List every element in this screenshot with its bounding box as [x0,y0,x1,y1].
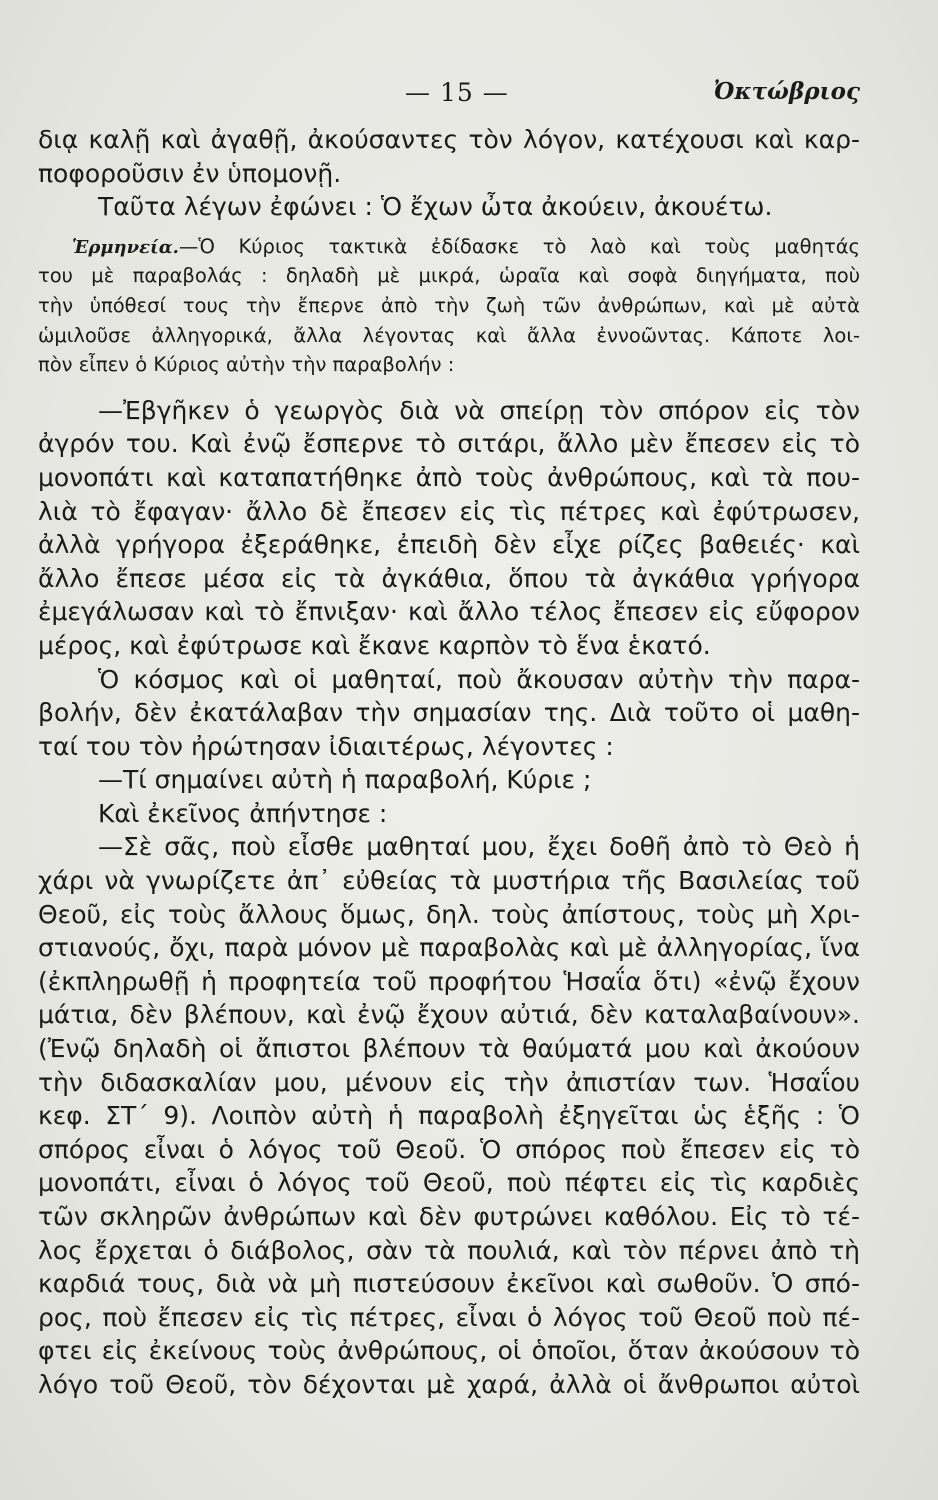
text-line: ποφοροῦσιν ἐν ὑπομονῇ. [38,158,342,188]
text-line: πὸν εἶπεν ὁ Κύριος αὐτὴν τὴν παραβολήν : [38,353,455,377]
text-line: σπόρος εἶναι ὁ λόγος τοῦ Θεοῦ. Ὁ σπόρος ποὺ ἔπεσεν εἰς τὸ [38,1134,860,1164]
text-line: —Τί σημαίνει αὐτὴ ἡ παραβολή, Κύριε ; [98,765,592,795]
text-line: στιανούς, ὄχι, παρὰ μόνον μὲ παραβολὰς καὶ μὲ ἀλληγορίας, ἵνα [38,933,860,963]
text-line: μονοπάτι καὶ καταπατήθηκε ἀπὸ τοὺς ἀνθρώπους, καὶ τὰ που- [38,462,860,492]
text-line: —Ἐβγῆκεν ὁ γεωργὸς διὰ νὰ σπείρῃ τὸν σπόρον εἰς τὸν [98,395,860,425]
text-line: ἐμεγάλωσαν καὶ τὸ ἔπνιξαν· καὶ ἄλλο τέλος ἔπεσεν εἰς εὔφορον [38,597,860,627]
text-line: λόγο τοῦ Θεοῦ, τὸν δέχονται μὲ χαρά, ἀλλὰ οἱ ἄνθρωποι αὐτοὶ [38,1369,860,1399]
text-line: μονοπάτι, εἶναι ὁ λόγος τοῦ Θεοῦ, ποὺ πέφτει εἰς τὶς καρδιὲς [38,1168,860,1198]
hermeneia-label: Ἑρμηνεία. [72,236,179,258]
text-line: ἀλλὰ γρήγορα ἐξεράθηκε, ἐπειδὴ δὲν εἶχε ρίζες βαθειές· καὶ [38,530,860,560]
text-line: Καὶ ἐκεῖνος ἀπήντησε : [98,798,388,828]
text-line: μάτια, δὲν βλέπουν, καὶ ἐνῷ ἔχουν αὐτιά, δὲν καταλαβαίνουν». [38,1000,860,1030]
text-line: βολήν, δὲν ἐκατάλαβαν τὴν σημασίαν της. Διὰ τοῦτο οἱ μαθη- [38,698,860,728]
text-line: ρος, ποὺ ἔπεσεν εἰς τὶς πέτρες, εἶναι ὁ λόγος τοῦ Θεοῦ ποὺ πέ- [38,1302,860,1332]
text-line: λιὰ τὸ ἔφαγαν· ἄλλο δὲ ἔπεσεν εἰς τὶς πέτρες καὶ ἐφύτρωσεν, [38,496,860,526]
text-line: ὡμιλοῦσε ἀλληγορικά, ἄλλα λέγοντας καὶ ἄλλα ἐννοῶντας. Κάποτε λοι- [38,323,860,347]
text-line: κεφ. ΣΤ΄ 9). Λοιπὸν αὐτὴ ἡ παραβολὴ ἐξηγεῖται ὡς ἑξῆς : Ὁ [38,1101,860,1131]
text-line: Θεοῦ, εἰς τοὺς ἄλλους ὅμως, δηλ. τοὺς ἀπίστους, τοὺς μὴ Χρι- [38,899,860,929]
text-line: τῶν σκληρῶν ἀνθρώπων καὶ δὲν φυτρώνει καθόλου. Εἰς τὸ τέ- [38,1202,860,1231]
body-text [38,123,860,1402]
page-header [0,78,938,112]
text-line: τὴν ὑπόθεσί τους τὴν ἔπερνε ἀπὸ τὴν ζωὴ τῶν ἀνθρώπων, καὶ μὲ αὐτὰ [38,293,860,317]
text-line: τὴν διδασκαλίαν μου, μένουν εἰς τὴν ἀπιστίαν των. Ἡσαΐου [38,1067,860,1097]
text-line: (ἐκπληρωθῇ ἡ προφητεία τοῦ προφήτου Ἡσαΐα ὅτι) «ἐνῷ ἔχουν [38,966,860,996]
text-line: (Ἐνῷ δηλαδὴ οἱ ἄπιστοι βλέπουν τὰ θαύματά μου καὶ ἀκούουν [38,1034,860,1064]
text-line: —Σὲ σᾶς, ποὺ εἶσθε μαθηταί μου, ἔχει δοθῆ ἀπὸ τὸ Θεὸ ἡ [98,832,860,862]
running-head: Ὀκτώβριος [713,78,860,105]
text-line: μέρος, καὶ ἐφύτρωσε καὶ ἔκανε καρπὸν τὸ ἕνα ἑκατό. [38,630,711,660]
text-line: λος ἔρχεται ὁ διάβολος, σὰν τὰ πουλιά, καὶ τὸν πέρνει ἀπὸ τὴ [38,1235,860,1265]
text-line: διᾳ καλῇ καὶ ἀγαθῇ, ἀκούσαντες τὸν λόγον, κατέχουσι καὶ καρ- [38,125,860,154]
text-line: Ταῦτα λέγων ἐφώνει : Ὁ ἔχων ὦτα ἀκούειν, ἀκουέτω. [98,192,773,222]
hermeneia-first-line [38,232,860,262]
text-line: ἄλλο ἔπεσε μέσα εἰς τὰ ἀγκάθια, ὅπου τὰ ἀγκάθια γρήγορα [38,563,860,593]
text-line: Ὁ κόσμος καὶ οἱ μαθηταί, ποὺ ἄκουσαν αὐτὴν τὴν παρα- [98,664,860,694]
text-line: καρδιά τους, διὰ νὰ μὴ πιστεύσουν ἐκεῖνοι καὶ σωθοῦν. Ὁ σπό- [38,1269,860,1299]
page-number: — 15 — [405,78,509,107]
text-line: φτει εἰς ἐκείνους τοὺς ἀνθρώπους, οἱ ὁποῖοι, ὅταν ἀκούσουν τὸ [38,1336,860,1366]
text-line: του μὲ παραβολάς : δηλαδὴ μὲ μικρά, ὡραῖα καὶ σοφὰ διηγήματα, ποὺ [38,264,860,288]
text-line: χάρι νὰ γνωρίζετε ἀπ᾽ εὐθείας τὰ μυστήρια τῆς Βασιλείας τοῦ [38,866,860,896]
hermeneia-line-rest: —Ὁ Κύριος τακτικὰ ἐδίδασκε τὸ λαὸ καὶ τοὺς μαθητάς [178,234,860,258]
text-line: ταί του τὸν ἠρώτησαν ἰδιαιτέρως, λέγοντες : [38,731,614,761]
text-line: ἀγρόν του. Καὶ ἐνῷ ἔσπερνε τὸ σιτάρι, ἄλλο μὲν ἔπεσεν εἰς τὸ [38,429,860,459]
